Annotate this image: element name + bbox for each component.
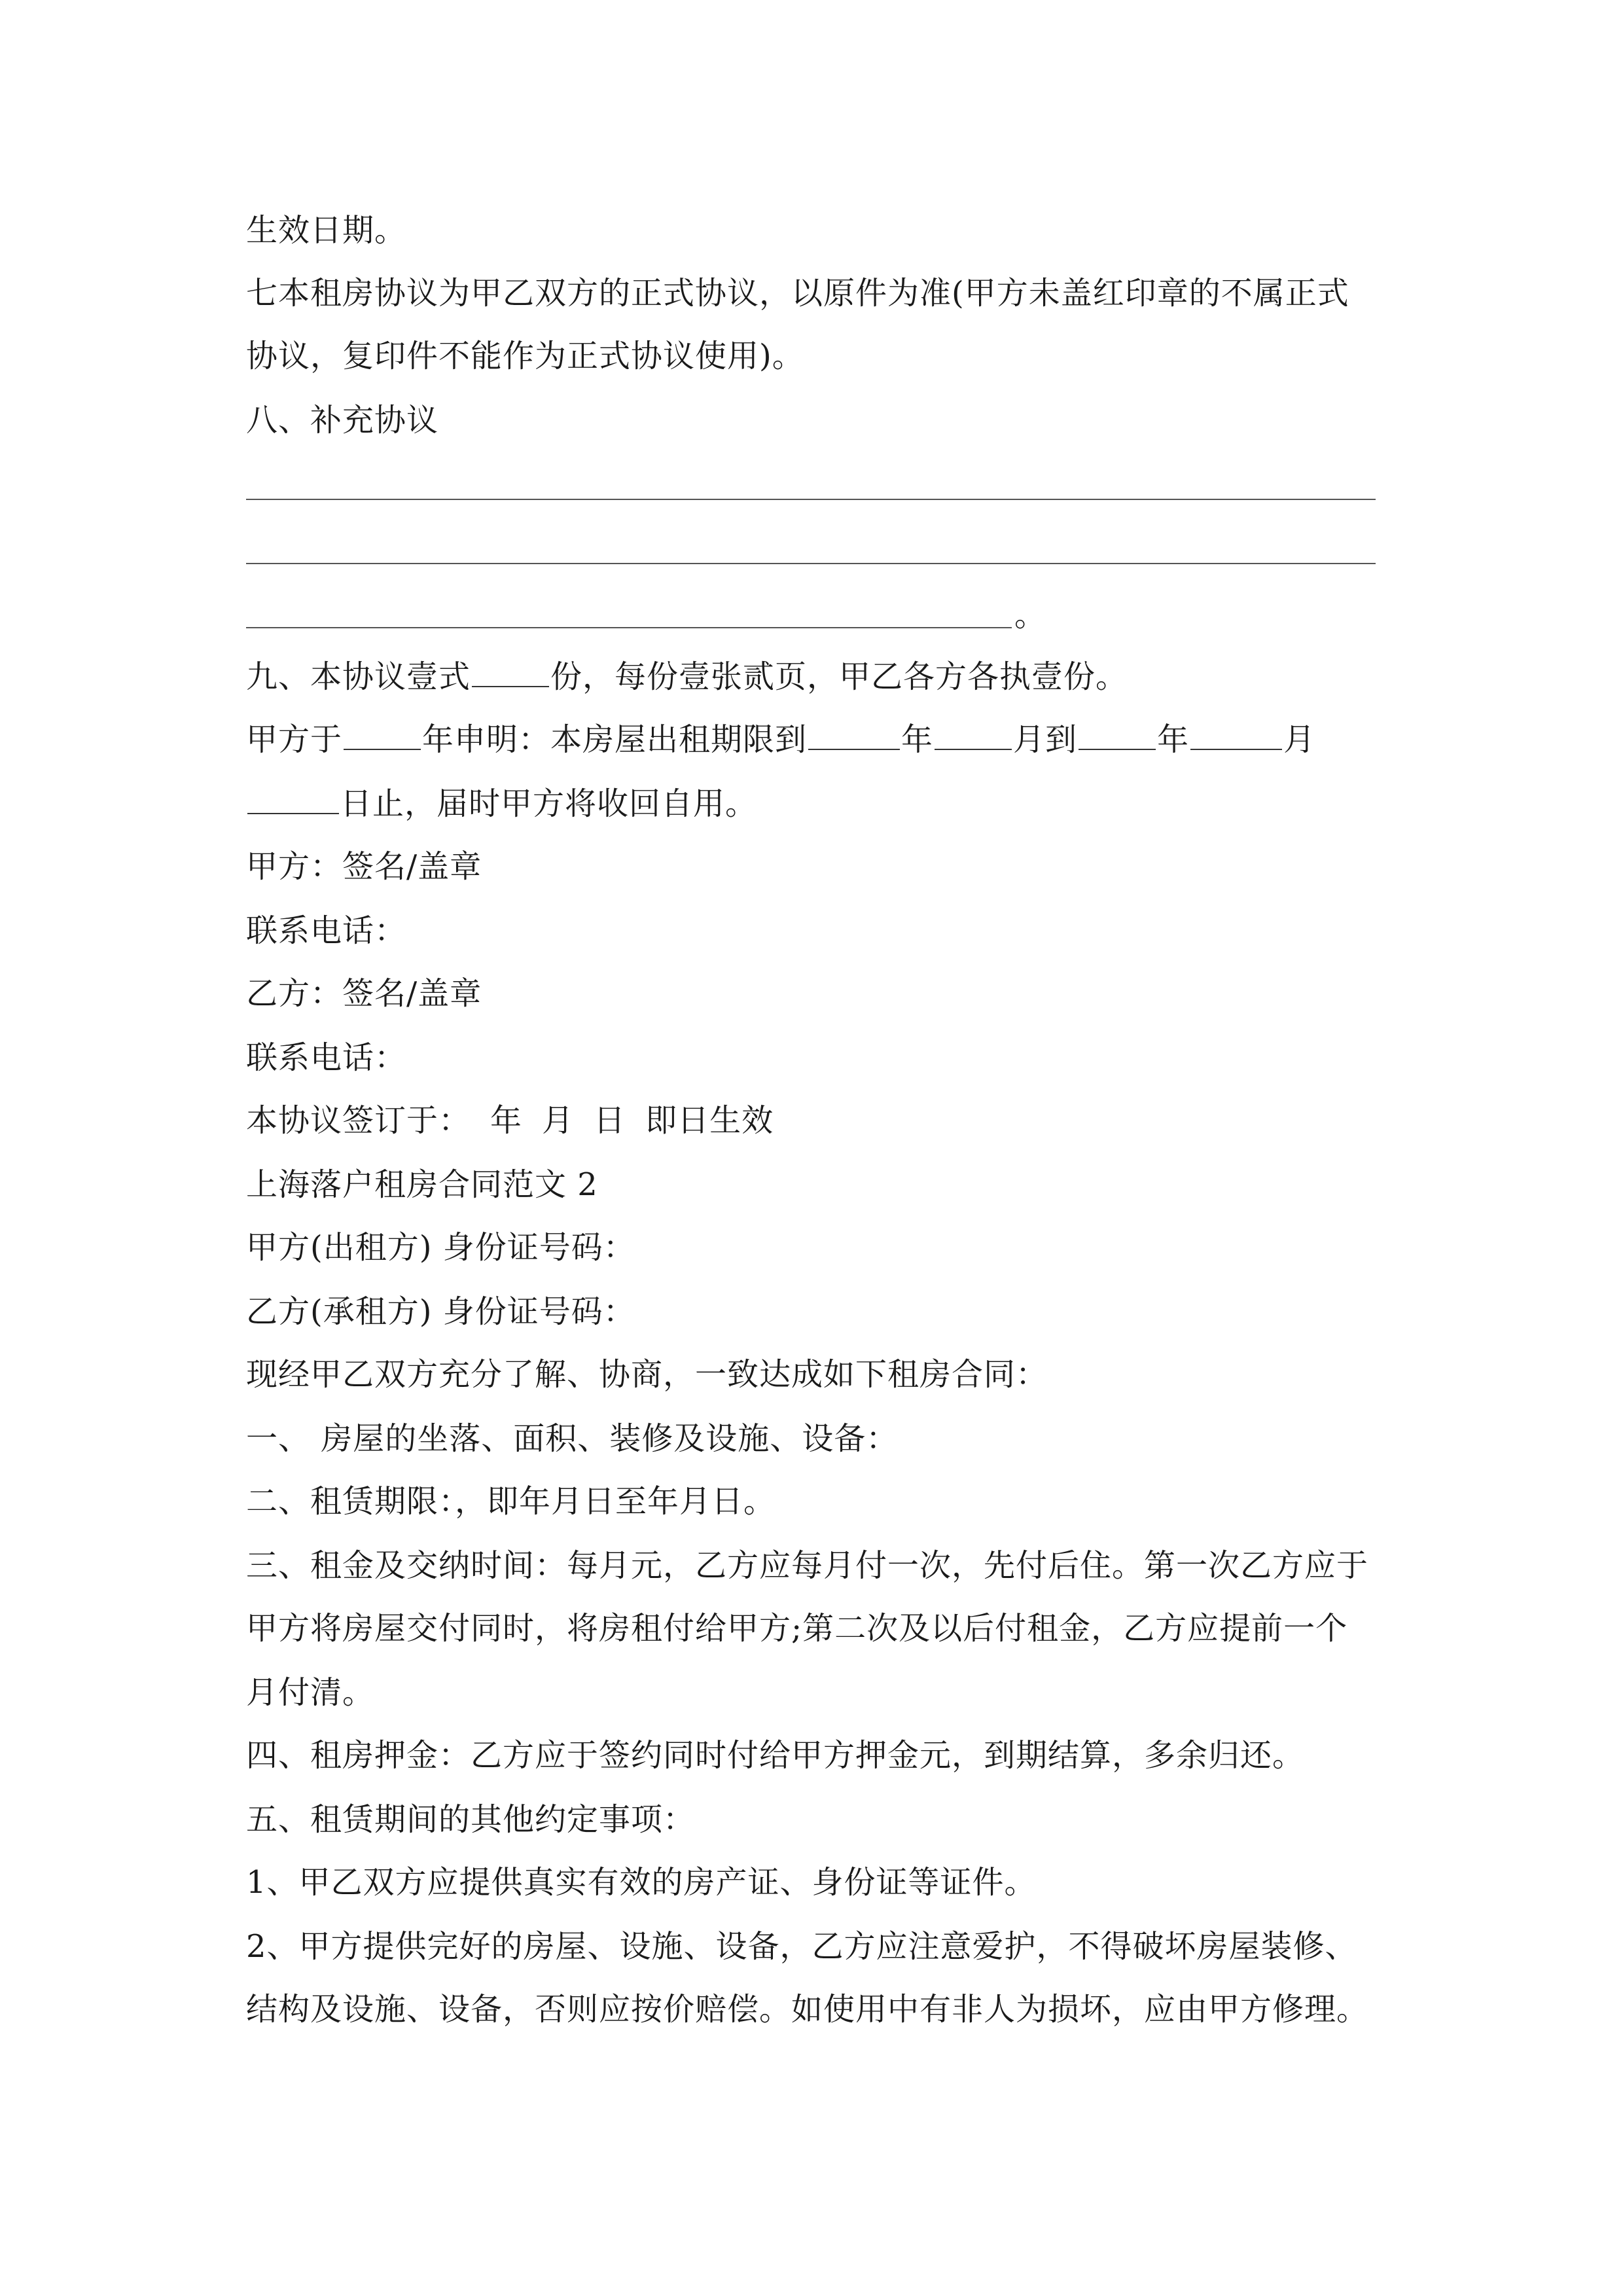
clause-9-text-end: 份，每份壹张贰页，甲乙各方各执壹份。 xyxy=(550,658,1128,695)
supplementary-end-mark: 。 xyxy=(1014,597,1047,634)
paragraph-clause-7-line1: 七本租房协议为甲乙双方的正式协议，以原件为准(甲方未盖红印章的不属正式 xyxy=(246,275,1349,312)
supplementary-blank-line-1 xyxy=(246,499,1376,500)
contract-title-2: 上海落户租房合同范文 2 xyxy=(246,1166,598,1203)
lease-term-text-1: 甲方于 xyxy=(246,721,343,758)
lessor-id: 甲方(出租方) 身份证号码： xyxy=(246,1229,635,1266)
paragraph-effective-date: 生效日期。 xyxy=(246,212,407,249)
section-3-line1: 三、租金及交纳时间：每月元，乙方应每月付一次，先付后住。第一次乙方应于 xyxy=(246,1547,1369,1584)
end-day-blank xyxy=(247,784,339,814)
party-a-signature: 甲方：签名/盖章 xyxy=(246,848,482,885)
declare-year-blank xyxy=(344,720,421,750)
lease-term-text-4: 月到 xyxy=(1013,721,1078,758)
paragraph-lease-term xyxy=(246,720,1315,759)
section-5-item-1: 1、甲乙双方应提供真实有效的房产证、身份证等证件。 xyxy=(246,1864,1037,1901)
lease-end-text: 日止，届时甲方将收回自用。 xyxy=(340,785,758,822)
paragraph-clause-9 xyxy=(246,657,1128,696)
copies-count-blank xyxy=(472,657,549,687)
supplementary-blank-line-2 xyxy=(246,563,1376,564)
paragraph-lease-end xyxy=(246,784,757,823)
lease-term-text-2: 年申明：本房屋出租期限到 xyxy=(422,721,808,758)
clause-9-text-start: 九、本协议壹式 xyxy=(246,658,471,695)
party-b-phone: 联系电话： xyxy=(246,1039,407,1076)
lease-term-text-6: 月 xyxy=(1283,721,1316,758)
signing-day: 日 xyxy=(594,1102,626,1139)
section-5-item-2-line1: 2、甲方提供完好的房屋、设施、设备，乙方应注意爱护，不得破坏房屋装修、 xyxy=(246,1928,1357,1965)
section-3-line3: 月付清。 xyxy=(246,1674,375,1711)
lease-term-text-3: 年 xyxy=(901,721,934,758)
effective-note: 即日生效 xyxy=(645,1102,774,1139)
section-5-item-2-line2: 结构及设施、设备，否则应按价赔偿。如使用中有非人为损坏，应由甲方修理。 xyxy=(246,1991,1369,2028)
lease-term-text-5: 年 xyxy=(1157,721,1190,758)
section-5: 五、租赁期间的其他约定事项： xyxy=(246,1801,696,1838)
section-4: 四、租房押金：乙方应于签约同时付给甲方押金元，到期结算，多余归还。 xyxy=(246,1737,1305,1774)
end-year-blank xyxy=(808,720,900,750)
signing-date-label: 本协议签订于： xyxy=(246,1102,471,1139)
section-2: 二、租赁期限：，即年月日至年月日。 xyxy=(246,1483,776,1520)
signing-month: 月 xyxy=(542,1102,575,1139)
contract-intro: 现经甲乙双方充分了解、协商，一致达成如下租房合同： xyxy=(246,1356,1048,1393)
heading-supplementary-agreement: 八、补充协议 xyxy=(246,402,439,439)
section-3-line2: 甲方将房屋交付同时，将房租付给甲方;第二次及以后付租金，乙方应提前一个 xyxy=(246,1610,1348,1647)
end-month-blank xyxy=(935,720,1012,750)
supplementary-blank-line-3 xyxy=(246,627,1012,628)
party-a-phone: 联系电话： xyxy=(246,912,407,949)
section-1: 一、 房屋的坐落、面积、装修及设施、设备： xyxy=(246,1420,899,1457)
from-month-blank xyxy=(1190,720,1282,750)
signing-date xyxy=(246,1101,774,1140)
signing-year: 年 xyxy=(490,1102,523,1139)
from-year-blank xyxy=(1079,720,1156,750)
lessee-id: 乙方(承租方) 身份证号码： xyxy=(246,1293,635,1330)
paragraph-clause-7-line2: 协议，复印件不能作为正式协议使用)。 xyxy=(246,338,804,374)
party-b-signature: 乙方：签名/盖章 xyxy=(246,975,482,1012)
